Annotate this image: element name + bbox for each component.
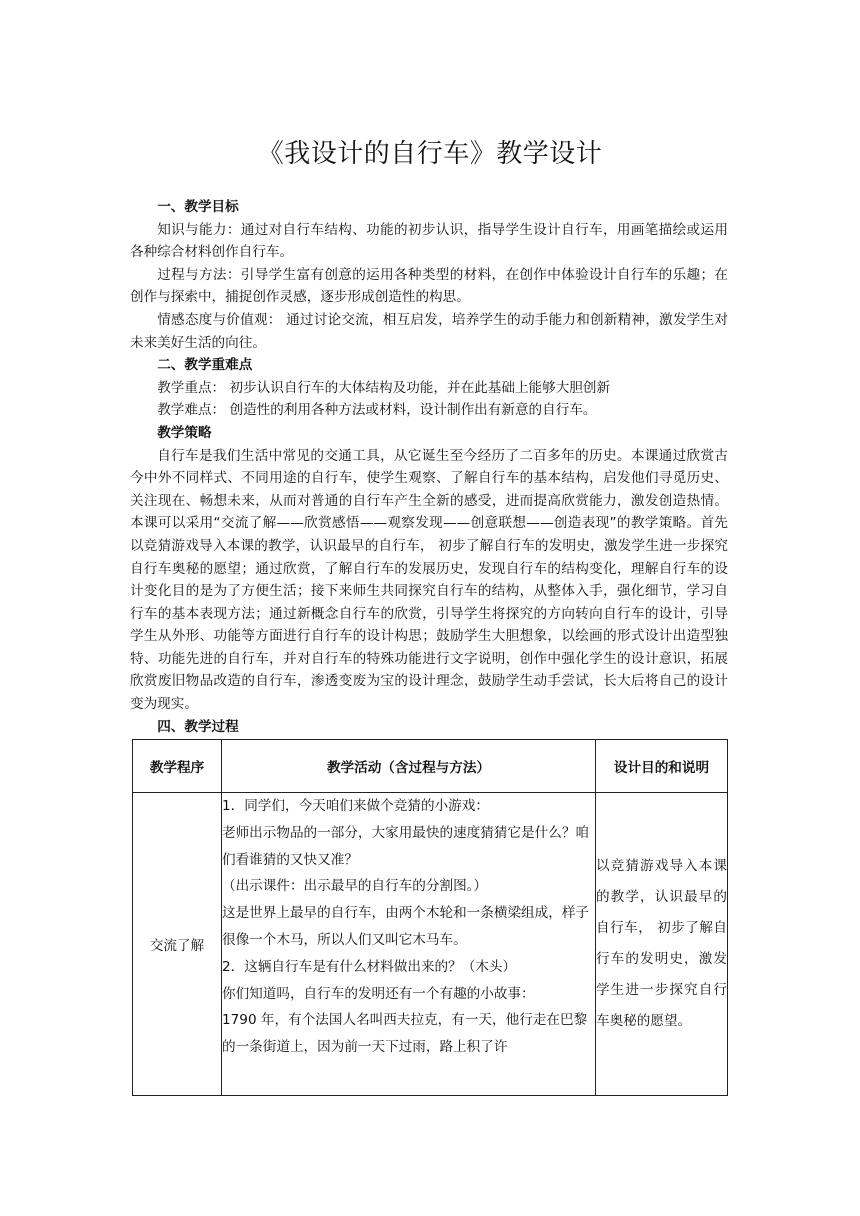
cell-stage: 交流了解 (133, 793, 222, 1096)
section-heading-objectives: 一、教学目标 (157, 199, 239, 215)
activity-line: 1．同学们，今天咱们来做个竞猜的小游戏： (222, 798, 489, 814)
activity-line: 老师出示物品的一部分，大家用最快的速度猜猜它是什么？咱们看谁猜的又快又准？ (222, 824, 590, 868)
paragraph-difficulty: 教学难点： 创造性的利用各种方法或材料，设计制作出有新意的自行车。 (157, 402, 597, 419)
activity-line: 2．这辆自行车是有什么材料做出来的？（木头） (222, 958, 517, 975)
paragraph-process: 过程与方法：引导学生富有创意的运用各种类型的材料，在创作中体验设计自行车的乐趣；在创作与探索中，捕捉创作灵感，逐步形成创造性的构思。 (130, 266, 728, 306)
document-title: 《我设计的自行车》教学设计 (257, 139, 603, 169)
activity-line: 1790 年，有个法国人名叫西夫拉克，有一天，他行走在巴黎的一条街道上，因为前一天下过雨，路上积了许 (222, 1012, 588, 1056)
paragraph-attitude: 情感态度与价值观： 通过讨论交流，相互启发，培养学生的动手能力和创新精神，激发学生对未来美好生活的向往。 (130, 311, 728, 351)
paragraph-knowledge: 知识与能力：通过对自行车结构、功能的初步认识，指导学生设计自行车，用画笔描绘或运用各种综合材料创作自行车。 (130, 221, 728, 261)
activity-line: （出示课件：出示最早的自行车的分割图。） (222, 878, 488, 895)
table-header-row (133, 740, 728, 793)
header-stage: 教学程序 (133, 740, 222, 793)
cell-activity (222, 793, 596, 1096)
activity-line: 这是世界上最早的自行车，由两个木轮和一条横梁组成，样子很像一个木马，所以人们又叫它木马车。 (222, 905, 590, 948)
paragraph-key-point: 教学重点： 初步认识自行车的大体结构及功能，并在此基础上能够大胆创新 (157, 379, 611, 396)
table-row (133, 793, 728, 1096)
section-heading-process: 四、教学过程 (157, 718, 239, 735)
section-heading-strategy: 教学策略 (157, 424, 212, 441)
cell-purpose: 以竞猜游戏导入本课的教学，认识最早的自行车， 初步了解自行车的发明史，激发学生进一步探究自行车奥秘的愿望。 (596, 793, 728, 1096)
section-heading-key-points: 二、教学重难点 (157, 357, 253, 374)
document-body (130, 196, 728, 738)
activity-line: 你们知道吗，自行车的发明还有一个有趣的小故事： (222, 985, 535, 1002)
paragraph-strategy: 自行车是我们生活中常见的交通工具，从它诞生至今经历了二百多年的历史。本课通过欣赏古今中外不同样式、不同用途的自行车，使学生观察、了解自行车的基本结构，启发他们寻觅历史、关注现在、畅想未来，从而对普通的自行车产生全新的感受，进而提高欣赏能力，激发创造热情。本课可以采用“交流了解——欣赏感悟——观察发现——创意联想——创造表现”的教学策略。首先以竞猜游戏导入本课的教学，认识最早的自行车， 初步了解自行车的发明史，激发学生进一步探究自行车奥秘的愿望；通过欣赏，了解自行车的发展历史，发现自行车的结构变化，理解自行车的设计变化目的是为了方便生活；接下来师生共同探究自行车的结构，从整体入手，强化细节，学习自行车的基本表现方法；通过新概念自行车的欣赏，引导学生将探究的方向转向自行车的设计，引导学生从外形、功能等方面进行自行车的设计构思；鼓励学生大胆想象，以绘画的形式设计出造型独特、功能先进的自行车，并对自行车的特殊功能进行文字说明，创作中强化学生的设计意识，拓展欣赏废旧物品改造的自行车，渗透变废为宝的设计理念，鼓励学生动手尝试，长大后将自己的设计变为现实。 (130, 447, 728, 713)
teaching-process-table (132, 739, 728, 1096)
header-purpose: 设计目的和说明 (596, 740, 728, 793)
header-activity: 教学活动（含过程与方法） (222, 740, 596, 793)
